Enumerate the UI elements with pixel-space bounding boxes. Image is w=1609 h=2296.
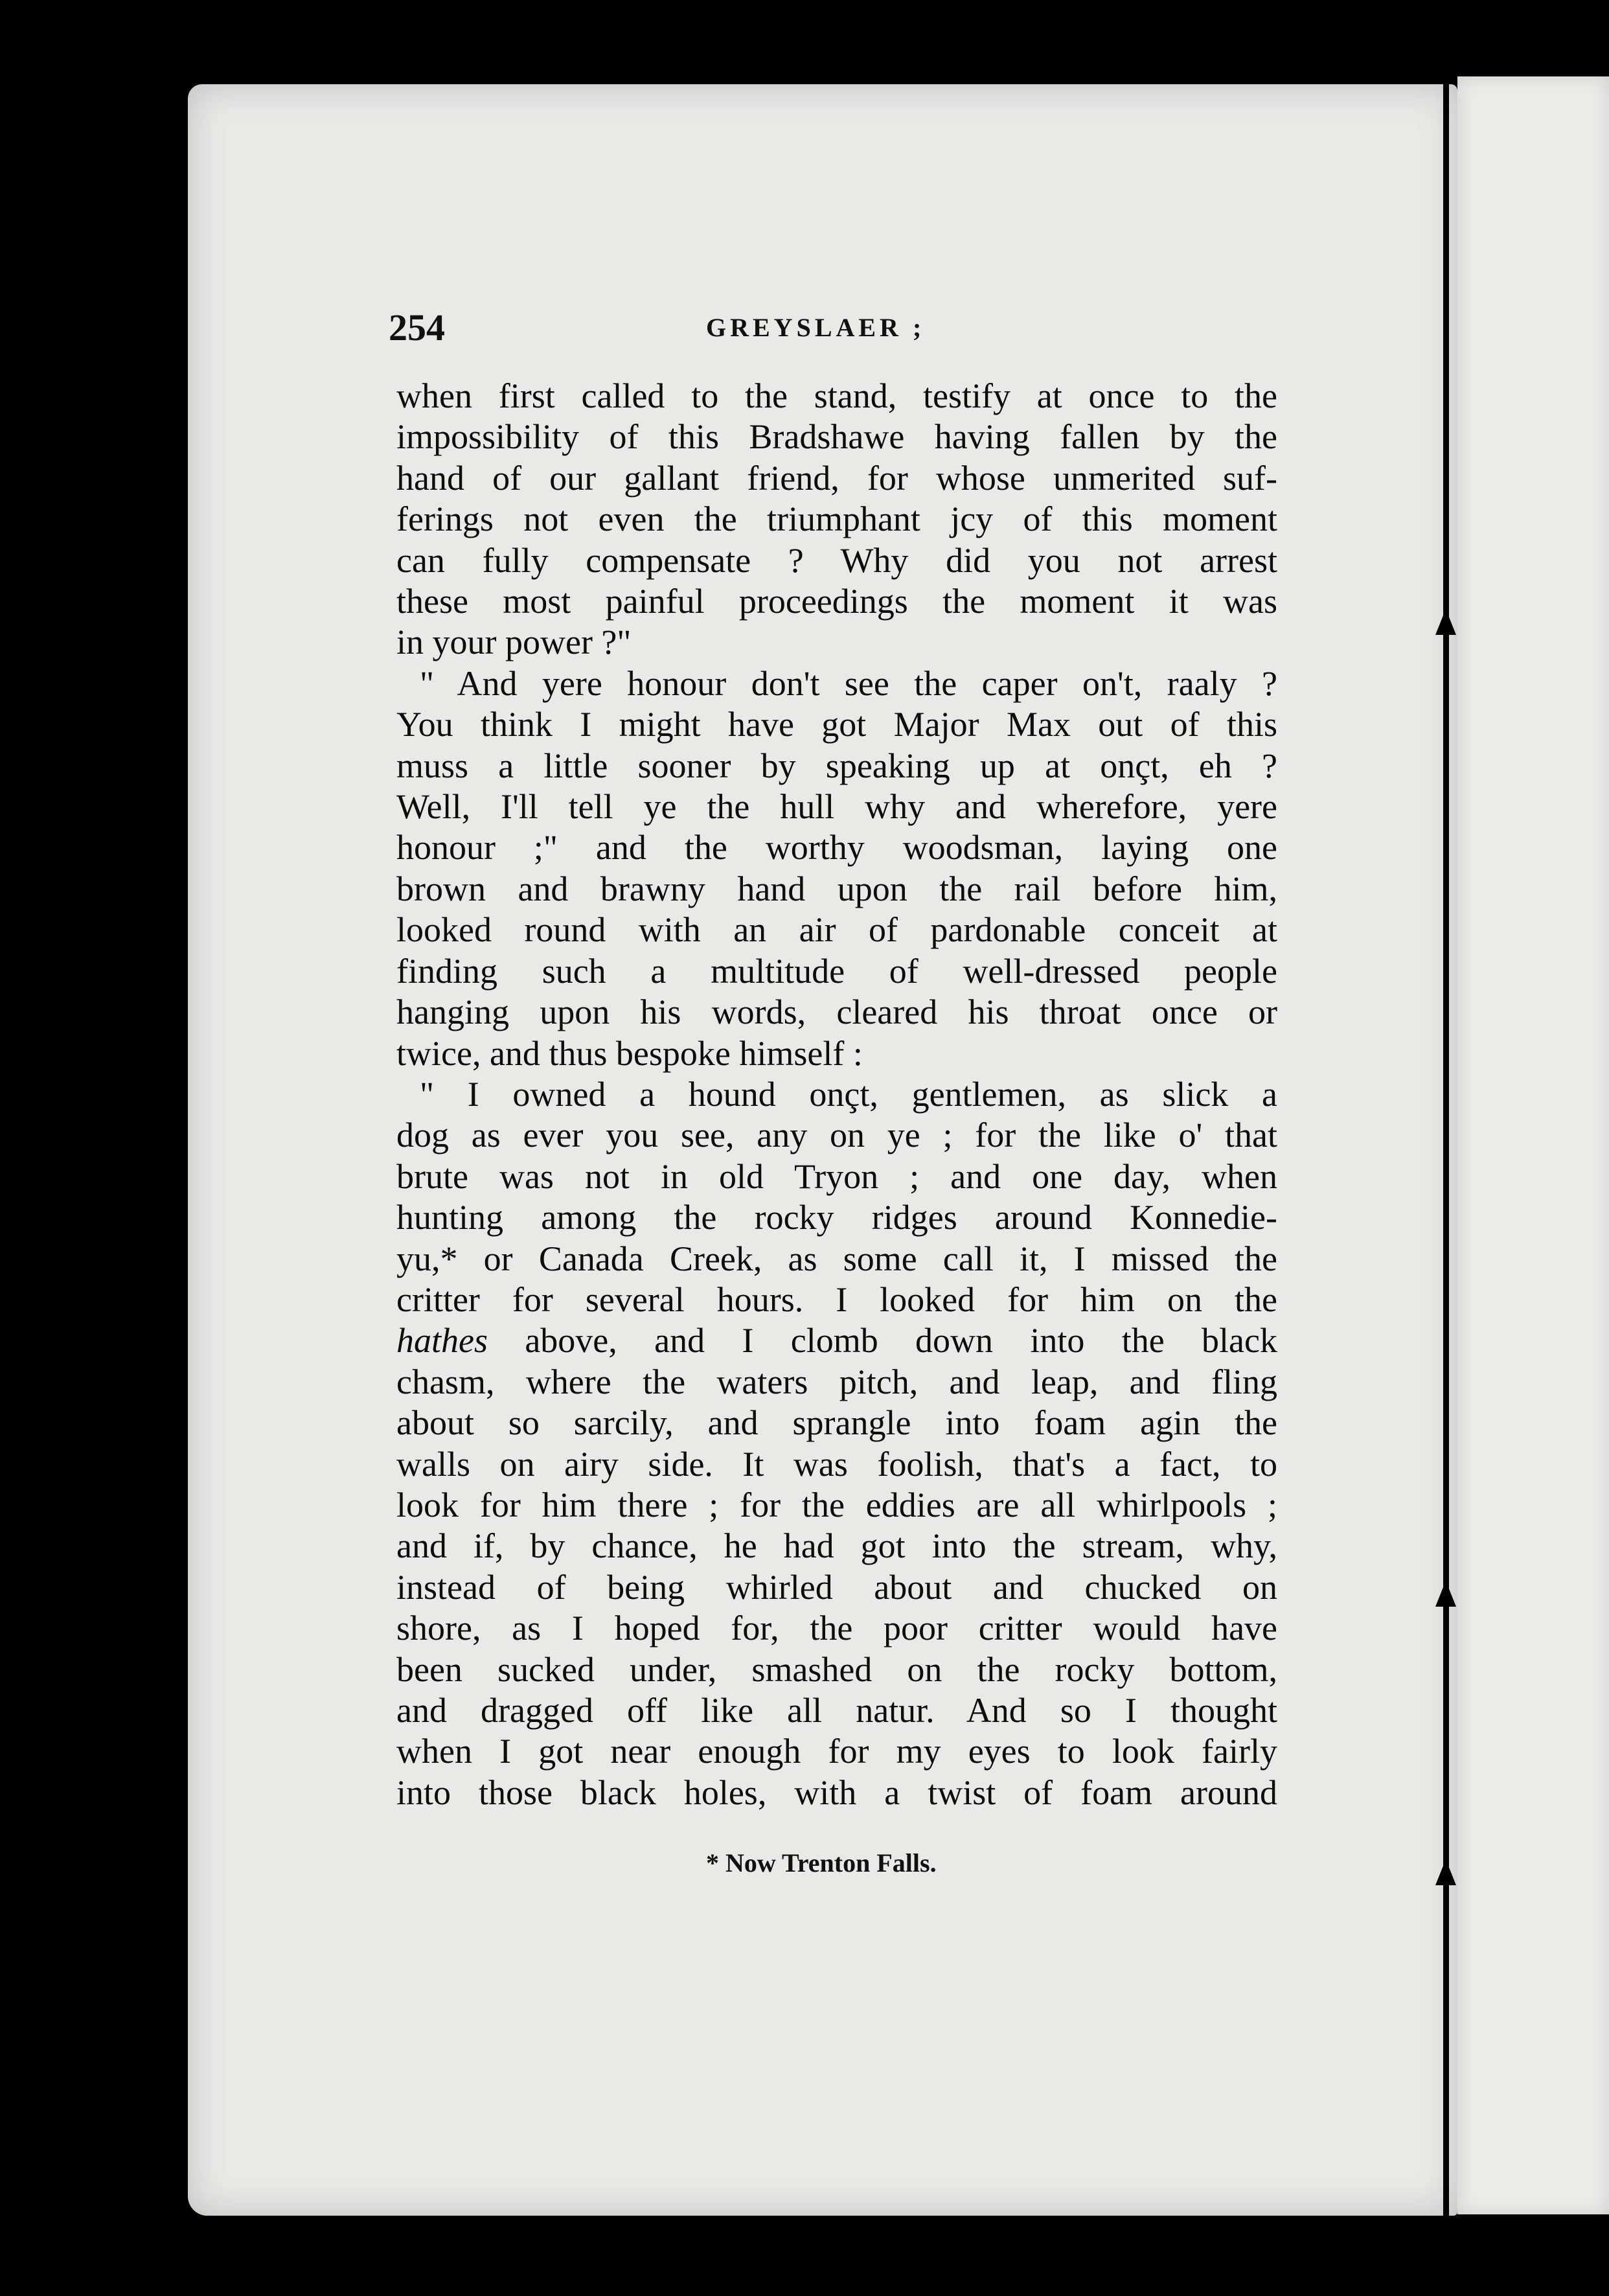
text-line: finding such a multitude of well-dressed people [396, 951, 1277, 991]
text-line: chasm, where the waters pitch, and leap, and fling [396, 1362, 1277, 1401]
text-line: looked round with an air of pardonable conceit at [396, 910, 1277, 950]
text-line: when I got near enough for my eyes to look fairly [396, 1732, 1277, 1771]
text-line: walls on airy side. It was foolish, that's a fact, to [396, 1444, 1277, 1484]
text-line: brute was not in old Tryon ; and one day, when [396, 1156, 1277, 1196]
text-line: Well, I'll tell ye the hull why and wherefore, yere [396, 787, 1277, 827]
text-line: ferings not even the triumphant jcy of this moment [396, 499, 1277, 539]
text-line: impossibility of this Bradshawe having fallen by the [396, 417, 1277, 457]
gutter-mark [1435, 1859, 1456, 1885]
text-line-rest: above, and I clomb down into the black [488, 1321, 1277, 1360]
text-line: dog as ever you see, any on ye ; for the like o' that [396, 1116, 1277, 1155]
text-line: and if, by chance, he had got into the stream, why, [396, 1526, 1277, 1566]
text-line: " I owned a hound onçt, gentlemen, as slick a [420, 1074, 1277, 1114]
text-line: " And yere honour don't see the caper on't, raaly ? [420, 663, 1277, 703]
text-line: hand of our gallant friend, for whose unmerited suf- [396, 458, 1277, 498]
text-line: honour ;" and the worthy woodsman, laying one [396, 828, 1277, 867]
footnote: * Now Trenton Falls. [706, 1848, 937, 1877]
text-line: muss a little sooner by speaking up at onçt, eh ? [396, 746, 1277, 785]
italic-word: hathes [396, 1321, 488, 1360]
text-line: look for him there ; for the eddies are all whirlpools ; [396, 1485, 1277, 1524]
text-line: about so sarcily, and sprangle into foam agin the [396, 1403, 1277, 1443]
body-text [396, 376, 1277, 1813]
text-line: instead of being whirled about and chucked on [396, 1567, 1277, 1607]
running-head: GREYSLAER ; [706, 313, 926, 342]
text-line: when first called to the stand, testify at once to the [396, 376, 1277, 415]
text-line: been sucked under, smashed on the rocky bottom, [396, 1649, 1277, 1689]
text-line: You think I might have got Major Max out of this [396, 705, 1277, 744]
gutter-fold-line [1443, 84, 1449, 2216]
text-line: twice, and thus bespoke himself : [396, 1033, 863, 1073]
text-line: into those black holes, with a twist of foam around [396, 1773, 1277, 1812]
book-page-right-edge [1457, 76, 1609, 2214]
text-line: brown and brawny hand upon the rail before him, [396, 869, 1277, 908]
text-line: in your power ?" [396, 623, 632, 662]
text-line-italic-start [396, 1320, 1277, 1361]
text-line: can fully compensate ? Why did you not arrest [396, 540, 1277, 580]
gutter-mark [1435, 1581, 1456, 1607]
text-line: these most painful proceedings the moment it was [396, 582, 1277, 621]
text-line: and dragged off like all natur. And so I thought [396, 1691, 1277, 1730]
text-line: yu,* or Canada Creek, as some call it, I missed the [396, 1239, 1277, 1278]
page-header [389, 306, 1295, 358]
text-line: hunting among the rocky ridges around Konnedie- [396, 1198, 1277, 1237]
text-line: hanging upon his words, cleared his throat once or [396, 993, 1277, 1032]
gutter-mark [1435, 609, 1456, 635]
page-number: 254 [389, 306, 445, 349]
text-line: shore, as I hoped for, the poor critter would have [396, 1609, 1277, 1648]
text-line: critter for several hours. I looked for him on the [396, 1280, 1277, 1319]
